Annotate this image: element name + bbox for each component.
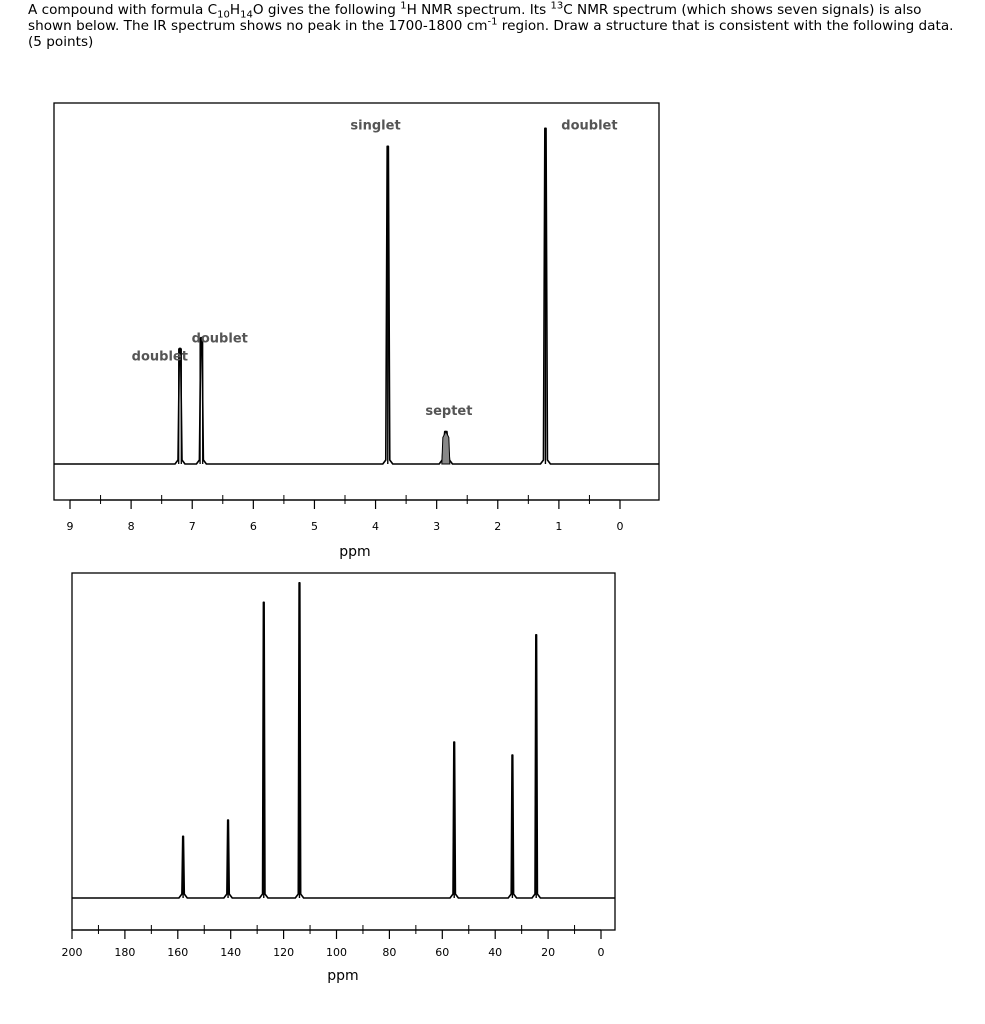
peak-label: doublet: [191, 331, 248, 347]
tick-label: 200: [61, 946, 83, 959]
question-part: O gives the following: [252, 2, 401, 18]
tick-label: 7: [188, 520, 196, 533]
plot-frame: [54, 103, 659, 500]
tick-label: 160: [167, 946, 189, 959]
tick-label: 6: [249, 520, 257, 533]
subscript-hydrogen-count: 14: [240, 9, 253, 21]
tick-label: 60: [435, 946, 450, 959]
question-part: H: [229, 2, 241, 18]
tick-label: 120: [273, 946, 295, 959]
superscript-c-isotope: 13: [550, 0, 564, 12]
spectrum-trace: [54, 128, 659, 464]
question-part: C NMR spectrum (which shows seven signals) is also shown below. The IR spectrum shows no peak in the 1700-1800 cm: [28, 2, 922, 34]
tick-label: 80: [382, 946, 397, 959]
tick-label: 4: [372, 520, 380, 533]
peak-label: doublet: [131, 349, 188, 365]
tick-label: 1: [555, 520, 563, 533]
tick-label: 2: [494, 520, 502, 533]
subscript-carbon-count: 10: [217, 9, 230, 21]
question-part: region. Draw a structure that is consistent with the following data. (5 points): [28, 18, 954, 50]
tick-label: 40: [488, 946, 503, 959]
tick-label: 5: [310, 520, 318, 533]
question-part: A compound with formula C: [28, 2, 218, 18]
plot-frame: [72, 573, 615, 930]
tick-label: 180: [114, 946, 136, 959]
peak-label: septet: [425, 403, 473, 419]
tick-label: 9: [66, 520, 74, 533]
spectrum-trace: [72, 583, 615, 898]
x-axis-label: ppm: [327, 968, 359, 984]
septet-peak: [442, 432, 450, 464]
peak-label: doublet: [561, 118, 618, 134]
carbon-nmr-chart: [62, 573, 616, 984]
tick-label: 0: [616, 520, 624, 533]
question-part: H NMR spectrum. Its: [406, 2, 551, 18]
tick-label: 3: [433, 520, 441, 533]
tick-label: 0: [597, 946, 605, 959]
tick-label: 20: [541, 946, 556, 959]
superscript-wavenumber-unit: -1: [487, 16, 498, 28]
x-axis-label: ppm: [339, 544, 371, 560]
tick-label: 8: [127, 520, 135, 533]
peak-label: singlet: [350, 118, 401, 134]
tick-label: 100: [326, 946, 347, 959]
proton-nmr-chart: [54, 103, 659, 560]
superscript-h-isotope: 1: [400, 0, 407, 12]
tick-label: 140: [220, 946, 242, 959]
